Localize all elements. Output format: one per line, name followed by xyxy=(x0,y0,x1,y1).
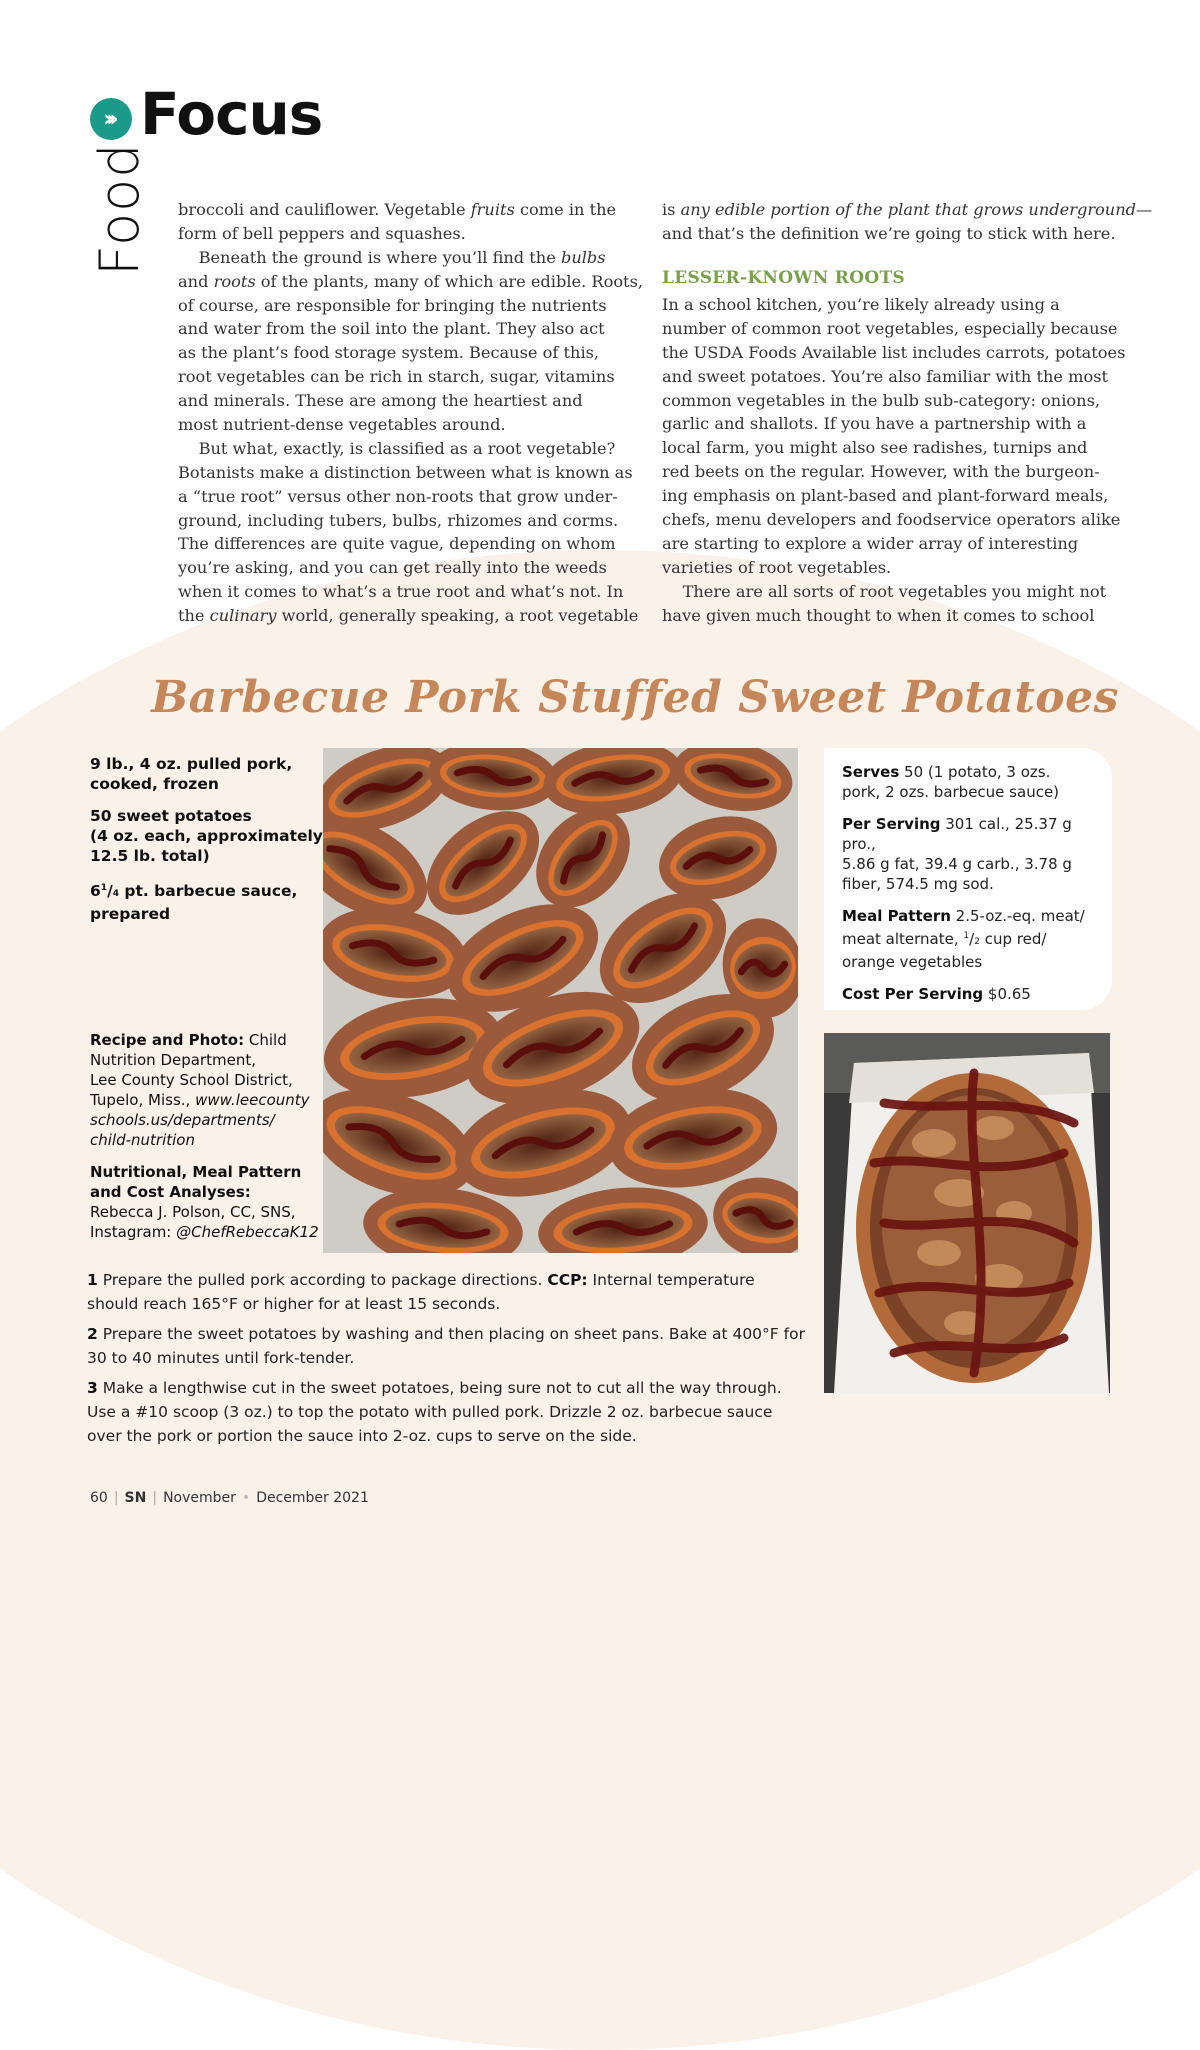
instagram-label: Instagram: xyxy=(90,1223,177,1241)
issue-month: December 2021 xyxy=(256,1490,369,1506)
article-line: chefs, menu developers and foodservice operators alike xyxy=(662,510,1121,530)
article-line: the USDA Foods Available list includes carrots, potatoes xyxy=(662,342,1126,362)
recipe-credit xyxy=(90,1030,310,1150)
per-serving-value: 301 cal., 25.37 g pro., xyxy=(842,815,1072,853)
fraction-denominator: 4 xyxy=(112,889,119,899)
ingredient-line: 9 lb., 4 oz. pulled pork, xyxy=(90,755,293,773)
article-line: and that’s the definition we’re going to stick with here. xyxy=(662,223,1116,243)
per-serving-info xyxy=(842,814,1100,894)
step-3 xyxy=(87,1376,807,1448)
recipe-steps xyxy=(87,1268,807,1454)
article-line: In a school kitchen, you’re likely already using a xyxy=(662,295,1060,314)
meal-pattern-value: meat alternate, xyxy=(842,930,964,948)
fraction-whole: 6 xyxy=(90,882,101,900)
meal-pattern-info: Meal Pattern 2.5-oz.-eq. meat/ meat alternate, $^1$/2 cup red/ orange vegetables xyxy=(842,907,1085,971)
step-1 xyxy=(87,1268,807,1316)
step-number: 1 xyxy=(87,1271,98,1289)
credit-text: Tupelo, Miss., xyxy=(90,1091,196,1109)
step-text: Prepare the sweet potatoes by washing and then placing on sheet pans. Bake at 400°F for xyxy=(97,1325,805,1343)
per-serving-value: fiber, 574.5 mg sod. xyxy=(842,875,994,893)
serves-label: Serves xyxy=(842,763,900,781)
nutrition-info-box xyxy=(824,748,1112,1010)
tray-photo-illustration xyxy=(323,748,798,1253)
serves-info xyxy=(842,762,1100,802)
subhead-lesser-known-roots: LESSER-KNOWN ROOTS xyxy=(662,268,905,288)
credit-link[interactable]: www.leecounty xyxy=(195,1091,310,1109)
single-potato-illustration xyxy=(824,1033,1110,1393)
page-footer: 60 | SN | November • December 2021 xyxy=(90,1490,369,1506)
article-line: the culinary world, generally speaking, a root vegetable xyxy=(178,606,639,626)
analysis-credit xyxy=(90,1162,319,1242)
ingredient-pork xyxy=(90,754,292,794)
article-line: But what, exactly, is classified as a root vegetable? xyxy=(178,438,616,458)
step-number: 2 xyxy=(87,1325,98,1343)
meal-pattern-value: cup red/ xyxy=(979,930,1047,948)
article-line: and roots of the plants, many of which are edible. Roots, xyxy=(178,271,644,291)
ingredient-sweet-potatoes xyxy=(90,806,323,866)
step-text: Make a lengthwise cut in the sweet potatoes, being sure not to cut all the way through. xyxy=(97,1379,782,1397)
step-text: Internal temperature xyxy=(587,1271,755,1289)
article-line: a “true root” versus other non-roots that grow under- xyxy=(178,486,618,506)
article-left-column xyxy=(178,198,644,628)
article-line: ing emphasis on plant-based and plant-forward meals, xyxy=(662,486,1109,506)
ingredient-text: pt. barbecue sauce, xyxy=(119,882,298,900)
credit-text: Lee County School District, xyxy=(90,1071,293,1089)
step-text: Use a #10 scoop (3 oz.) to top the potato with pulled pork. Drizzle 2 oz. barbecue sauce xyxy=(87,1403,773,1421)
article-line: is any edible portion of the plant that grows underground— xyxy=(662,200,1153,219)
step-number: 3 xyxy=(87,1379,98,1397)
ingredient-line: $6^1/4$ pt. barbecue sauce, xyxy=(90,882,298,900)
step-text: 30 to 40 minutes until fork-tender. xyxy=(87,1349,355,1367)
ingredient-line: 12.5 lb. total) xyxy=(90,847,210,865)
ingredient-line: cooked, frozen xyxy=(90,775,219,793)
article-line: and sweet potatoes. You’re also familiar with the most xyxy=(662,366,1109,386)
article-line: of course, are responsible for bringing the nutrients xyxy=(178,295,607,315)
step-2 xyxy=(87,1322,807,1370)
analysis-label: and Cost Analyses: xyxy=(90,1183,251,1201)
article-line: most nutrient-dense vegetables around. xyxy=(178,415,506,435)
analysis-label: Nutritional, Meal Pattern xyxy=(90,1163,302,1181)
per-serving-value: 5.86 g fat, 39.4 g carb., 3.78 g xyxy=(842,855,1072,873)
ingredient-barbecue-sauce xyxy=(90,878,297,924)
article-line: number of common root vegetables, especially because xyxy=(662,318,1118,338)
instagram-handle[interactable]: @ChefRebeccaK12 xyxy=(176,1223,319,1241)
article-line: are starting to explore a wider array of interesting xyxy=(662,533,1079,553)
ingredient-line: (4 oz. each, approximately xyxy=(90,827,323,845)
section-title-food: Food xyxy=(88,142,151,276)
article-line: The differences are quite vague, depending on whom xyxy=(178,534,616,554)
meal-pattern-value: 2.5-oz.-eq. meat/ xyxy=(950,907,1085,925)
article-right-column-intro xyxy=(662,198,1153,246)
cost-value: $0.65 xyxy=(983,985,1031,1003)
fraction-denominator: 2 xyxy=(974,937,980,947)
credit-link[interactable]: child-nutrition xyxy=(90,1131,195,1149)
article-line: There are all sorts of root vegetables you might not xyxy=(662,581,1107,601)
article-line: you’re asking, and you can get really into the weeds xyxy=(178,558,607,578)
article-line: and minerals. These are among the heartiest and xyxy=(178,391,583,411)
step-text: should reach 165°F or higher for at least 15 seconds. xyxy=(87,1295,501,1313)
article-line: garlic and shallots. If you have a partnership with a xyxy=(662,414,1087,434)
article-line: have given much thought to when it comes to school xyxy=(662,605,1095,625)
credit-text: Nutrition Department, xyxy=(90,1051,256,1069)
cost-label: Cost Per Serving xyxy=(842,985,984,1003)
article-line: broccoli and cauliflower. Vegetable fruits come in the xyxy=(178,200,617,219)
serves-value: 50 (1 potato, 3 ozs. xyxy=(899,763,1051,781)
article-right-column xyxy=(662,293,1126,627)
article-line: Beneath the ground is where you’ll find the bulbs xyxy=(178,247,606,267)
magazine-name: SN xyxy=(124,1490,147,1506)
article-line: Botanists make a distinction between what is known as xyxy=(178,462,633,482)
article-line: as the plant’s food storage system. Because of this, xyxy=(178,343,600,363)
per-serving-label: Per Serving xyxy=(842,815,941,833)
ingredient-line: prepared xyxy=(90,905,171,923)
article-line: form of bell peppers and squashes. xyxy=(178,223,466,243)
article-line: common vegetables in the bulb sub-category: onions, xyxy=(662,390,1101,410)
article-line: and water from the soil into the plant. They also act xyxy=(178,319,605,339)
photo-single-stuffed-potato xyxy=(824,1033,1110,1393)
recipe-title: Barbecue Pork Stuffed Sweet Potatoes xyxy=(151,672,1119,723)
credit-text: Child xyxy=(244,1031,287,1049)
analyst-name: Rebecca J. Polson, CC, SNS, xyxy=(90,1203,296,1221)
cost-info xyxy=(842,984,1100,1004)
article-line: red beets on the regular. However, with the burgeon- xyxy=(662,462,1100,482)
article-line: local farm, you might also see radishes, turnips and xyxy=(662,438,1088,458)
meal-pattern-label: Meal Pattern xyxy=(842,907,951,925)
serves-value: pork, 2 ozs. barbecue sauce) xyxy=(842,783,1060,801)
issue-month: November xyxy=(163,1490,236,1506)
fraction-numerator: 1 xyxy=(963,931,970,941)
credit-link[interactable]: schools.us/departments/ xyxy=(90,1111,275,1129)
section-title-focus: Focus xyxy=(140,80,323,148)
photo-stuffed-sweet-potatoes-tray xyxy=(323,748,798,1253)
article-line: varieties of root vegetables. xyxy=(662,557,892,577)
chevrons-right-icon: ››› xyxy=(90,98,132,140)
ingredient-line: 50 sweet potatoes xyxy=(90,807,252,825)
credit-label: Recipe and Photo: xyxy=(90,1031,245,1049)
ccp-label: CCP: xyxy=(547,1271,588,1289)
page-number: 60 xyxy=(90,1490,108,1506)
step-text: over the pork or portion the sauce into 2-oz. cups to serve on the side. xyxy=(87,1427,637,1445)
meal-pattern-value: orange vegetables xyxy=(842,953,983,971)
article-line: ground, including tubers, bulbs, rhizomes and corms. xyxy=(178,510,619,530)
article-line: when it comes to what’s a true root and what’s not. In xyxy=(178,582,624,602)
fraction-numerator: 1 xyxy=(100,883,108,893)
article-line: root vegetables can be rich in starch, sugar, vitamins xyxy=(178,367,615,387)
step-text: Prepare the pulled pork according to package directions. xyxy=(97,1271,548,1289)
